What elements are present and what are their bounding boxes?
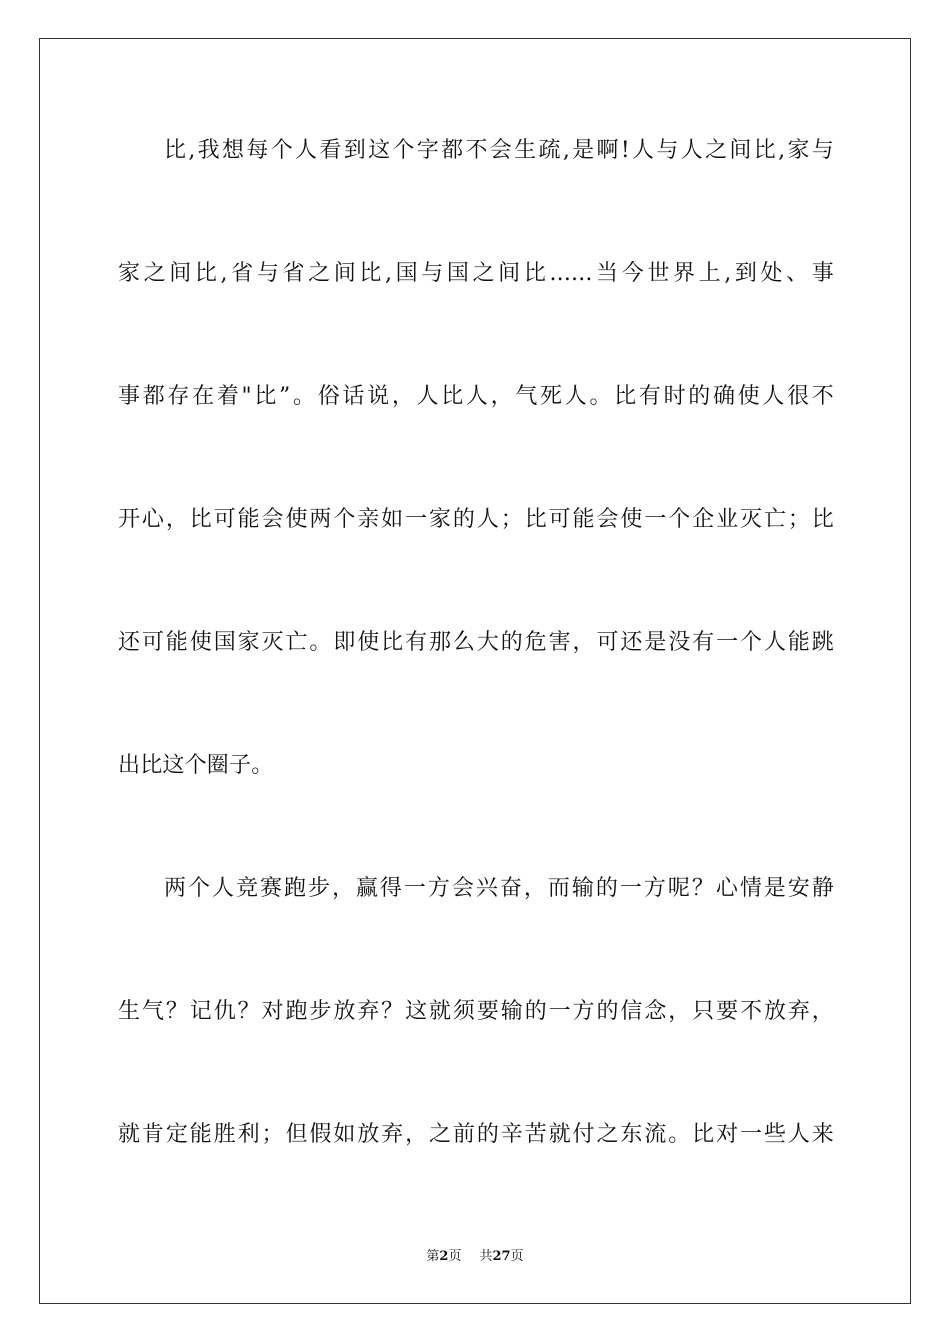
paragraph-1-line-3: 事都存在着"比”。俗话说，人比人，气死人。比有时的确使人很不 <box>118 384 834 409</box>
page-number: 2 <box>439 1249 449 1264</box>
page-suffix: 页 <box>448 1249 462 1264</box>
page-prefix: 第 <box>426 1249 440 1264</box>
total-prefix: 共 <box>479 1249 493 1264</box>
paragraph-1-line-1: 比,我想每个人看到这个字都不会生疏,是啊!人与人之间比,家与 <box>164 138 834 163</box>
total-suffix: 页 <box>510 1249 524 1264</box>
paragraph-2-line-3: 就肯定能胜利；但假如放弃，之前的辛苦就付之东流。比对一些人来 <box>118 1122 834 1147</box>
page-border <box>39 38 911 1304</box>
paragraph-2-line-1: 两个人竞赛跑步，赢得一方会兴奋，而输的一方呢？心情是安静 <box>164 876 834 901</box>
paragraph-1-line-6: 出比这个圈子。 <box>118 753 274 778</box>
page-footer <box>0 1248 950 1266</box>
paragraph-2-line-2: 生气？记仇？对跑步放弃？这就须要输的一方的信念，只要不放弃， <box>118 999 834 1024</box>
paragraph-1-line-4: 开心，比可能会使两个亲如一家的人；比可能会使一个企业灭亡；比 <box>118 507 834 532</box>
paragraph-1-line-2: 家之间比,省与省之间比,国与国之间比......当今世界上,到处、事 <box>118 261 834 286</box>
total-pages: 27 <box>492 1249 511 1264</box>
paragraph-1-line-5: 还可能使国家灭亡。即使比有那么大的危害，可还是没有一个人能跳 <box>118 630 834 655</box>
